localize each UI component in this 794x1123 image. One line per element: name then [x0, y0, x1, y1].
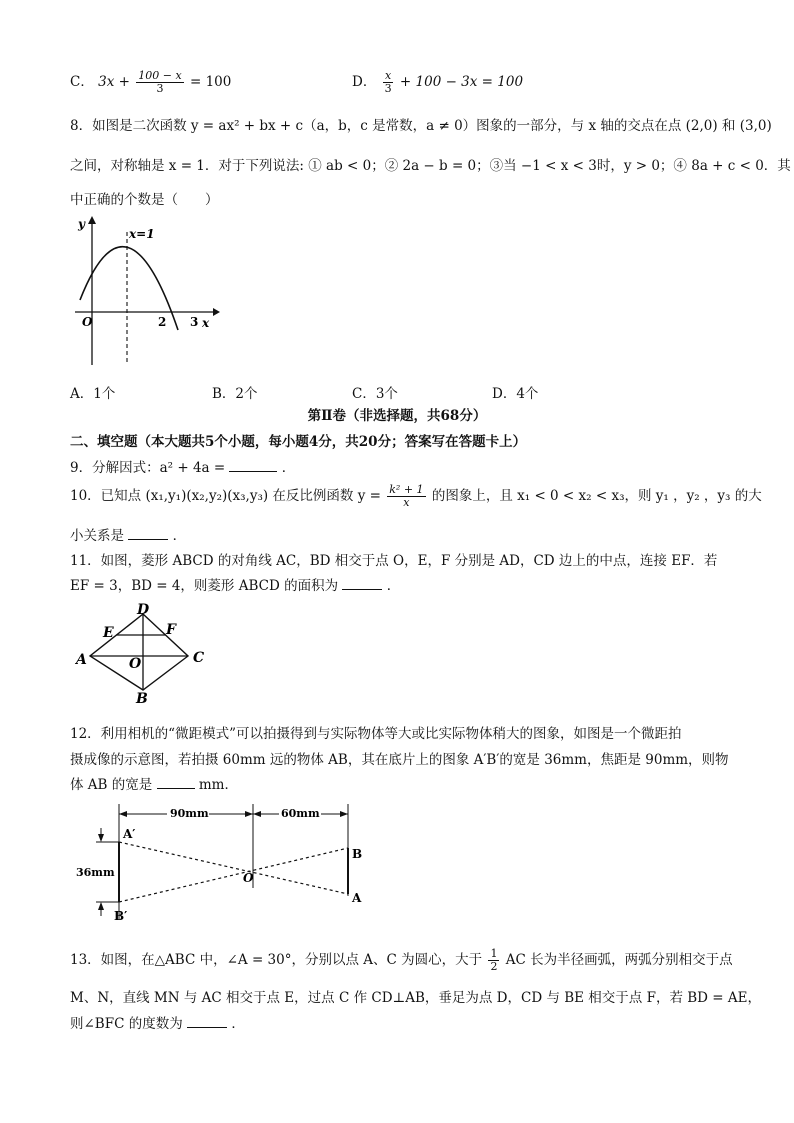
q12-unit: mm． [198, 777, 238, 793]
q12-line3-text: 体 AB 的宽是 [70, 777, 153, 793]
q10-fraction [387, 484, 425, 509]
label-e: E [103, 625, 114, 641]
q11-line1: 11．如图，菱形 ABCD 的对角线 AC，BD 相交于点 O，E，F 分别是 AD，CD 边上的中点，连接 EF．若 [70, 553, 718, 569]
ray-a-prime-to-a [119, 842, 348, 894]
fraction-denominator: 3 [156, 82, 164, 96]
q8-option-d: D．4个 [492, 386, 539, 402]
q9 [70, 456, 295, 476]
q10-text-b: 的图象上，且 x₁ < 0 < x₂ < x₃，则 y₁ ，y₂ ，y₃ 的大 [431, 488, 762, 505]
q8-line1: 8．如图是二次函数 y = ax² + bx + c（a，b，c 是常数，a ≠ 0）图象的一部分，与 x 轴的交点在点 (2,0) 和 (3,0) [70, 118, 772, 134]
q8-line3: 中正确的个数是（ ） [70, 192, 219, 208]
ray-b-prime-to-b [119, 848, 348, 902]
q12-line1: 12．利用相机的“微距模式”可以拍摄得到与实际物体等大或比实际物体稍大的图象，如图是一个微距拍 [70, 726, 682, 742]
q13-answer-blank [187, 1014, 227, 1029]
q8-parabola-graph [70, 210, 230, 370]
x-label: x [202, 316, 210, 330]
q13-text-b: AC 长为半径画弧，两弧分别相交于点 [505, 952, 733, 969]
y-label: y [78, 217, 85, 231]
q10-end: ． [172, 528, 187, 544]
q8-option-a: A．1个 [70, 386, 116, 402]
label-o: O [243, 871, 254, 885]
label-c: C [193, 650, 205, 666]
arrow-right-60 [340, 811, 348, 817]
label-90mm: 90mm [170, 807, 209, 820]
q12-camera-figure [72, 798, 372, 926]
dim-36-top-arrow [98, 834, 104, 842]
q13-line1 [70, 948, 733, 973]
q11-line2 [70, 574, 400, 594]
fraction-numerator: 100 − x [138, 69, 182, 82]
q12-line3 [70, 773, 238, 793]
q9-answer-blank [229, 458, 277, 473]
label-o: O [129, 656, 142, 672]
symmetry-label: x=1 [129, 227, 155, 241]
fraction-numerator: x [385, 69, 392, 82]
q11-rhombus-figure [74, 602, 214, 706]
section-2-title: 二、填空题（本大题共5个小题，每小题4分，共20分；答案写在答题卡上） [70, 434, 527, 450]
tick-2: 2 [158, 315, 167, 329]
fraction-numerator: 1 [490, 947, 498, 960]
q8-line2: 之间，对称轴是 x = 1．对于下列说法: ① ab < 0；② 2a − b = 0；③当 −1 < x < 3时，y > 0；④ 8a + c < 0．其 [70, 158, 791, 174]
label-a: A [76, 652, 87, 668]
q13-line3 [70, 1012, 245, 1032]
q9-end: ． [281, 460, 296, 476]
option-c-rhs: = 100 [189, 74, 232, 91]
q8-option-b: B．2个 [212, 386, 258, 402]
label-b: B [136, 691, 148, 706]
q10-text-a: 10．已知点 (x₁,y₁)(x₂,y₂)(x₃,y₃) 在反比例函数 y = [70, 488, 381, 505]
q7-option-d [352, 70, 523, 95]
q9-text: 9．分解因式：a² + 4a = [70, 460, 226, 476]
label-a-prime: A′ [123, 827, 136, 841]
fraction-denominator: x [403, 496, 410, 510]
label-36mm: 36mm [76, 866, 115, 879]
y-axis-arrow [88, 216, 96, 224]
q13-line3-text: 则∠BFC 的度数为 [70, 1016, 183, 1032]
label-60mm: 60mm [281, 807, 320, 820]
label-b-prime: B′ [114, 909, 128, 923]
part-2-title: 第Ⅱ卷（非选择题，共68分） [307, 408, 487, 424]
q13-half-fraction [488, 948, 499, 973]
arrow-right-90 [245, 811, 253, 817]
arrow-left-60 [253, 811, 261, 817]
q12-line2: 摄成像的示意图，若拍摄 60mm 远的物体 AB，其在底片上的图象 A′B′的宽是 36mm，焦距是 90mm，则物 [70, 752, 729, 768]
q10-answer-blank [128, 526, 168, 541]
q13-text-a: 13．如图，在△ABC 中，∠A = 30°，分别以点 A、C 为圆心，大于 [70, 952, 483, 969]
q10-line2-text: 小关系是 [70, 528, 124, 544]
fraction-numerator: k² + 1 [389, 483, 424, 496]
label-b: B [352, 847, 363, 861]
q7-option-c [70, 70, 231, 95]
option-d-fraction [383, 70, 394, 95]
tick-3: 3 [190, 315, 199, 329]
fraction-denominator: 2 [490, 960, 498, 974]
q13-line2: M、N，直线 MN 与 AC 相交于点 E，过点 C 作 CD⊥AB，垂足为点 D，CD 与 BE 相交于点 F，若 BD = AE， [70, 990, 761, 1006]
q11-answer-blank [342, 576, 382, 591]
option-d-label: D． [352, 74, 377, 91]
arrow-left-90 [119, 811, 127, 817]
dim-36-bottom-arrow [98, 902, 104, 910]
option-c-label: C． [70, 74, 94, 91]
q11-line2-text: EF = 3，BD = 4，则菱形 ABCD 的面积为 [70, 578, 339, 594]
q13-end: ． [231, 1016, 245, 1032]
q12-answer-blank [157, 775, 195, 790]
option-c-expr: 3x + [98, 74, 130, 91]
label-a: A [352, 891, 362, 905]
label-f: F [166, 622, 176, 638]
q8-option-c: C．3个 [352, 386, 398, 402]
q10-line1 [70, 484, 762, 509]
fraction-denominator: 3 [384, 82, 392, 96]
label-d: D [137, 602, 150, 618]
q10-line2 [70, 524, 186, 544]
x-axis-arrow [213, 308, 220, 316]
option-c-fraction [136, 70, 183, 95]
q11-end: ． [386, 578, 401, 594]
origin-label: O [82, 315, 93, 329]
option-d-expr: + 100 − 3x = 100 [399, 74, 524, 91]
